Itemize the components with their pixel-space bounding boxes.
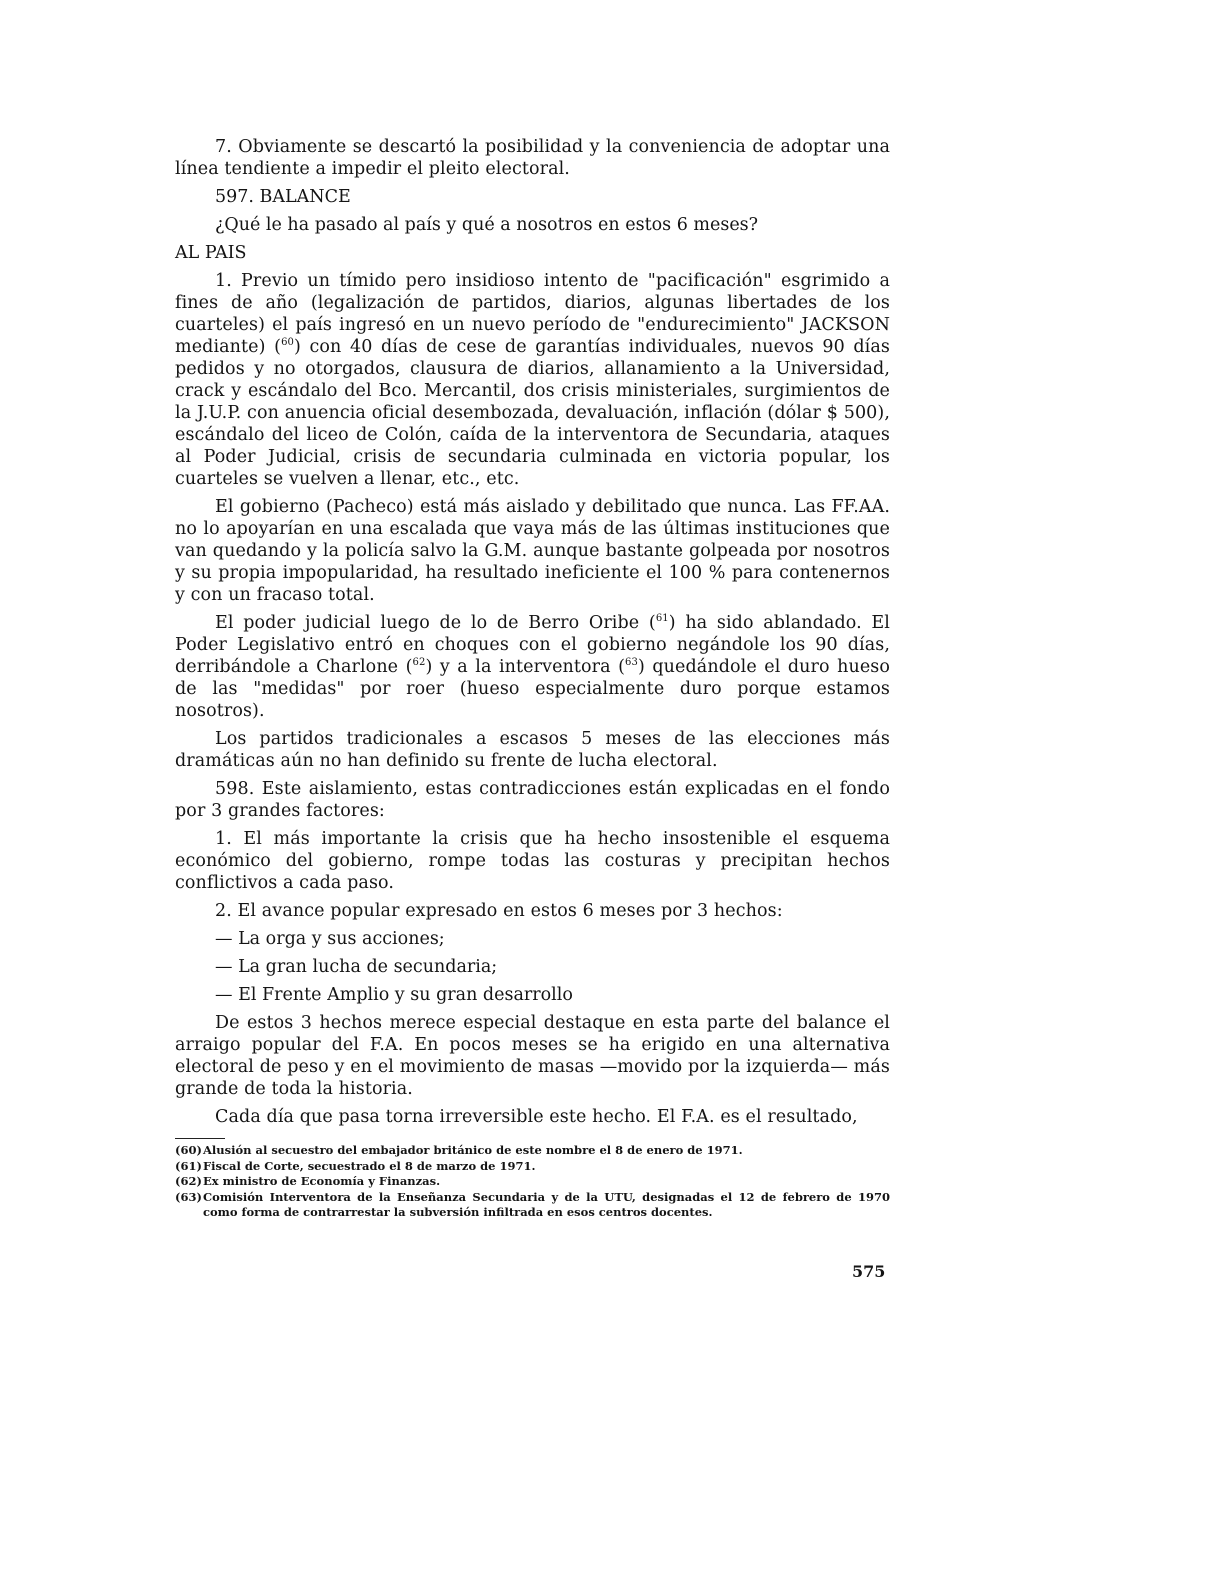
paragraph-estos-hechos: De estos 3 hechos merece especial destaque en esta parte del balance el arraigo popular del F.A. En pocos meses se ha erigido en una alternativa electoral de peso y en el movimiento de masas —movido por la izquierda— más grande de toda la historia. [175,1013,890,1099]
paragraph-598: 598. Este aislamiento, estas contradicciones están explicadas en el fondo por 3 grandes factores: [175,779,890,821]
dash-item-orga: — La orga y sus acciones; [215,929,445,949]
paragraph-text: ) quedándole el duro hueso de las "medidas" por roer (hueso especialmente duro porque estamos nosotros). [175,657,890,721]
footnote-62 [175,1174,890,1190]
page-number: 575 [852,1262,886,1281]
paragraph-text: 1. Previo un tímido pero insidioso intento de "pacificación" esgrimido a fines de año (legalización de partidos, diarios, algunas libertades de los cuarteles) el país ingresó en un nuevo período de "endurecimiento" JACKSON mediante) ( [175,271,890,357]
paragraph-text: El poder judicial luego de lo de Berro Oribe ( [215,613,656,633]
subheading-al-pais: AL PAIS [175,243,247,263]
section-heading-597: 597. BALANCE [215,187,351,207]
paragraph-cada-dia: Cada día que pasa torna irreversible este hecho. El F.A. es el resultado, [215,1107,858,1127]
factor-1: 1. El más importante la crisis que ha hecho insostenible el esquema económico del gobierno, rompe todas las costuras y precipitan hechos conflictivos a cada paso. [175,829,890,893]
footnote-number: (60) [175,1143,202,1157]
footnote-number: (63) [175,1189,202,1204]
footnote-ref-61: 61 [655,613,669,625]
footnote-60 [175,1143,890,1159]
dash-item-frente-amplio: — El Frente Amplio y su gran desarrollo [215,985,573,1005]
footnote-divider [175,1138,225,1139]
footnote-text: Alusión al secuestro del embajador británico de este nombre el 8 de enero de 1971. [203,1143,743,1157]
footnote-text: Comisión Interventora de la Enseñanza Secundaria y de la UTU, designadas el 12 de febrero de 1970 como forma de contrarrestar la subversión infiltrada en esos centros docentes. [203,1189,890,1219]
paragraph-partidos: Los partidos tradicionales a escasos 5 meses de las elecciones más dramáticas aún no han definido su frente de lucha electoral. [175,729,890,771]
paragraph-gobierno: El gobierno (Pacheco) está más aislado y debilitado que nunca. Las FF.AA. no lo apoyarían en una escalada que vaya más de las últimas instituciones que van quedando y la policía salvo la G.M. aunque bastante golpeada por nosotros y su propia impopularidad, ha resultado ineficiente el 100 % para contenernos y con un fracaso total. [175,497,890,605]
paragraph-1-pais [175,270,890,490]
footnote-text: Fiscal de Corte, secuestrado el 8 de marzo de 1971. [203,1158,536,1173]
footnote-ref-60: 60 [281,337,294,349]
factor-2: 2. El avance popular expresado en estos 6 meses por 3 hechos: [215,901,783,921]
paragraph-text: ) y a la interventora ( [425,657,626,677]
footnote-61 [175,1159,890,1175]
footnote-ref-63: 63 [625,657,638,669]
paragraph-text: ) con 40 días de cese de garantías individuales, nuevos 90 días pedidos y no otorgados, clausura de diarios, allanamiento a la Universidad, crack y escándalo del Bco. Mercantil, dos crisis ministeriales, surgimientos de la J.U.P. con anuencia oficial desembozada, devaluación, inflación (dólar $ 500), escándalo del liceo de Colón, caída de la interventora de Secundaria, ataques al Poder Judicial, crisis de secundaria culminada en victoria popular, los cuarteles se vuelven a llenar, etc., etc. [175,337,890,489]
footnote-number: (61) [175,1158,202,1173]
dash-item-secundaria: — La gran lucha de secundaria; [215,957,498,977]
balance-question: ¿Qué le ha pasado al país y qué a nosotros en estos 6 meses? [215,215,759,235]
footnote-number: (62) [175,1174,202,1188]
paragraph-text: ) ha sido ablandado. El Poder Legislativo entró en choques con el gobierno negándole los 90 días, derribándole a Charlone ( [175,613,890,677]
paragraph-poder-judicial [175,612,890,722]
footnote-text: Ex ministro de Economía y Finanzas. [203,1174,441,1188]
footnote-63 [175,1190,890,1221]
page-body [175,136,890,1221]
paragraph-7: 7. Obviamente se descartó la posibilidad y la conveniencia de adoptar una línea tendiente a impedir el pleito electoral. [175,137,890,179]
footnote-ref-62: 62 [412,657,426,669]
